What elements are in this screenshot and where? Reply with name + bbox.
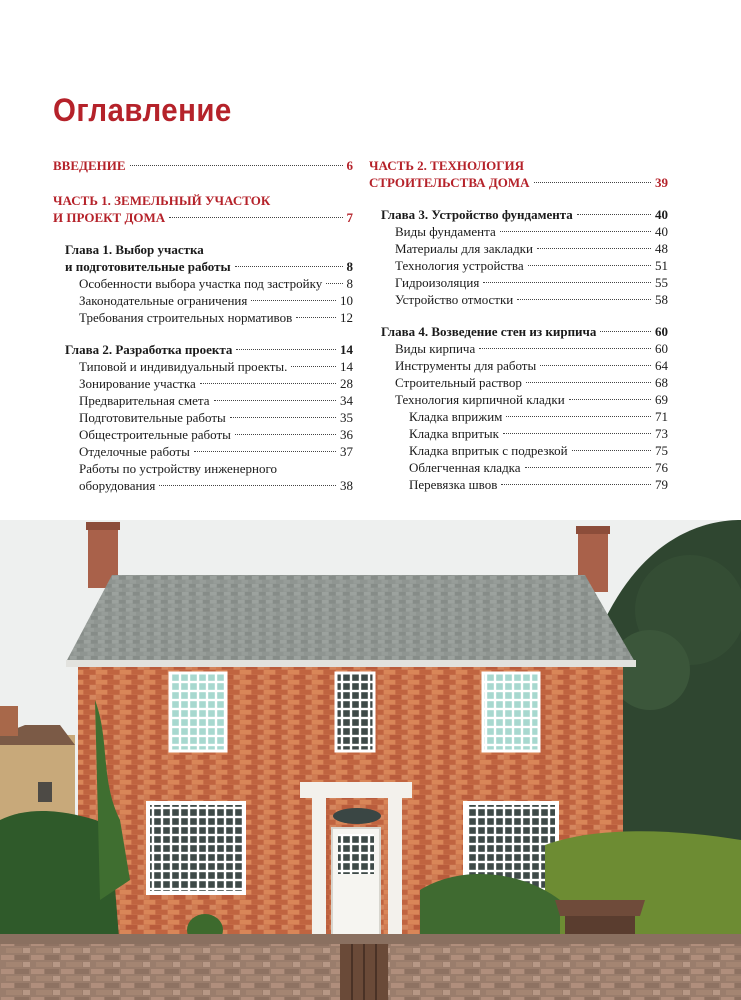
toc-page-number: 14 bbox=[340, 342, 353, 357]
toc-page-number: 10 bbox=[340, 293, 353, 308]
toc-left-column bbox=[53, 157, 353, 494]
toc-subsection[interactable] bbox=[369, 459, 668, 476]
toc-subsection[interactable] bbox=[369, 476, 668, 493]
toc-section[interactable] bbox=[53, 309, 353, 326]
toc-page-number: 69 bbox=[655, 392, 668, 407]
dot-leader bbox=[235, 266, 343, 267]
toc-section[interactable] bbox=[369, 223, 668, 240]
toc-section[interactable] bbox=[53, 460, 353, 494]
toc-entry-title: Подготовительные работы bbox=[79, 410, 226, 425]
toc-page-number: 60 bbox=[655, 341, 668, 356]
toc-entry-title: И ПРОЕКТ ДОМА bbox=[53, 210, 166, 225]
toc-section[interactable] bbox=[369, 257, 668, 274]
toc-page-number: 60 bbox=[655, 324, 668, 339]
dot-leader bbox=[501, 484, 651, 485]
toc-entry-title: Гидроизоляция bbox=[395, 275, 480, 290]
toc-page-number: 39 bbox=[655, 175, 668, 190]
toc-page-number: 36 bbox=[340, 427, 353, 442]
toc-section[interactable] bbox=[53, 292, 353, 309]
toc-intro[interactable] bbox=[53, 157, 353, 174]
dot-leader bbox=[296, 317, 336, 318]
toc-section[interactable] bbox=[369, 240, 668, 257]
toc-subsection[interactable] bbox=[369, 442, 668, 459]
toc-entry-title: Глава 2. Разработка проекта bbox=[65, 342, 233, 357]
toc-entry-title: Кладка вприжим bbox=[409, 409, 503, 424]
dot-leader bbox=[200, 383, 336, 384]
toc-page-number: 37 bbox=[340, 444, 353, 459]
toc-entry-title: ВВЕДЕНИЕ bbox=[53, 158, 126, 173]
toc-page-number: 51 bbox=[655, 258, 668, 273]
toc-entry-title: Устройство отмостки bbox=[395, 292, 514, 307]
dot-leader bbox=[483, 282, 651, 283]
dot-leader bbox=[600, 331, 651, 332]
toc-section[interactable] bbox=[53, 426, 353, 443]
dot-leader bbox=[534, 182, 651, 183]
toc-entry-title: Кладка впритык bbox=[409, 426, 499, 441]
dot-leader bbox=[214, 400, 337, 401]
toc-page-number: 75 bbox=[655, 443, 668, 458]
toc-page-number: 40 bbox=[655, 224, 668, 239]
toc-entry-title: Предварительная смета bbox=[79, 393, 210, 408]
toc-entry-title: Особенности выбора участка под застройку bbox=[79, 276, 323, 291]
toc-entry-title: Перевязка швов bbox=[409, 477, 498, 492]
toc-section[interactable] bbox=[369, 340, 668, 357]
toc-page-number: 73 bbox=[655, 426, 668, 441]
dot-leader bbox=[230, 417, 336, 418]
dot-leader bbox=[540, 365, 651, 366]
toc-entry-title: Облегченная кладка bbox=[409, 460, 521, 475]
toc-page-number: 71 bbox=[655, 409, 668, 424]
dot-leader bbox=[291, 366, 336, 367]
toc-entry-title-line1: ЧАСТЬ 2. ТЕХНОЛОГИЯ bbox=[369, 158, 525, 173]
toc-entry-title-line1: Глава 1. Выбор участка bbox=[65, 242, 204, 257]
dot-leader bbox=[577, 214, 651, 215]
toc-page-number: 40 bbox=[655, 207, 668, 222]
toc-entry-title: оборудования bbox=[79, 478, 156, 493]
dot-leader bbox=[525, 467, 651, 468]
toc-right-column bbox=[369, 157, 668, 493]
toc-page-number: 8 bbox=[346, 259, 353, 274]
toc-page-number: 34 bbox=[340, 393, 353, 408]
toc-part-2[interactable] bbox=[369, 157, 668, 191]
toc-section[interactable] bbox=[53, 409, 353, 426]
toc-page-number: 8 bbox=[346, 276, 353, 291]
dot-leader bbox=[500, 231, 651, 232]
dot-leader bbox=[528, 265, 651, 266]
toc-page-number: 48 bbox=[655, 241, 668, 256]
toc-chapter-1[interactable] bbox=[53, 241, 353, 275]
toc-entry-title: Глава 4. Возведение стен из кирпича bbox=[381, 324, 597, 339]
toc-page-number: 55 bbox=[655, 275, 668, 290]
toc-chapter-4[interactable] bbox=[369, 323, 668, 340]
toc-page-number: 28 bbox=[340, 376, 353, 391]
toc-page-number: 58 bbox=[655, 292, 668, 307]
dot-leader bbox=[235, 434, 336, 435]
dot-leader bbox=[506, 416, 651, 417]
toc-entry-title-line1: Работы по устройству инженерного bbox=[79, 461, 277, 476]
toc-page-number: 68 bbox=[655, 375, 668, 390]
dot-leader bbox=[572, 450, 651, 451]
toc-section[interactable] bbox=[369, 274, 668, 291]
toc-entry-title: Виды фундамента bbox=[395, 224, 496, 239]
toc-chapter-2[interactable] bbox=[53, 341, 353, 358]
toc-subsection[interactable] bbox=[369, 408, 668, 425]
toc-section[interactable] bbox=[53, 275, 353, 292]
dot-leader bbox=[537, 248, 651, 249]
dot-leader bbox=[517, 299, 651, 300]
toc-entry-title: Материалы для закладки bbox=[395, 241, 533, 256]
dot-leader bbox=[159, 485, 336, 486]
toc-section[interactable] bbox=[369, 357, 668, 374]
dot-leader bbox=[251, 300, 336, 301]
toc-section[interactable] bbox=[369, 374, 668, 391]
toc-entry-title: Общестроительные работы bbox=[79, 427, 231, 442]
toc-page-number: 79 bbox=[655, 477, 668, 492]
toc-entry-title: Инструменты для работы bbox=[395, 358, 537, 373]
toc-section[interactable] bbox=[53, 358, 353, 375]
dot-leader bbox=[326, 283, 342, 284]
toc-entry-title: Зонирование участка bbox=[79, 376, 196, 391]
dot-leader bbox=[569, 399, 651, 400]
toc-entry-title: Глава 3. Устройство фундамента bbox=[381, 207, 573, 222]
toc-entry-title: Технология устройства bbox=[395, 258, 524, 273]
toc-section[interactable] bbox=[53, 443, 353, 460]
toc-entry-title-line1: ЧАСТЬ 1. ЗЕМЕЛЬНЫЙ УЧАСТОК bbox=[53, 193, 271, 208]
toc-section[interactable] bbox=[369, 291, 668, 308]
toc-entry-title: и подготовительные работы bbox=[65, 259, 231, 274]
toc-entry-title: СТРОИТЕЛЬСТВА ДОМА bbox=[369, 175, 530, 190]
toc-entry-title: Технология кирпичной кладки bbox=[395, 392, 565, 407]
toc-page-number: 38 bbox=[340, 478, 353, 493]
toc-entry-title: Строительный раствор bbox=[395, 375, 522, 390]
dot-leader bbox=[503, 433, 651, 434]
toc-page-number: 35 bbox=[340, 410, 353, 425]
toc-entry-title: Требования строительных нормативов bbox=[79, 310, 293, 325]
toc-part-1[interactable] bbox=[53, 192, 353, 226]
toc-page-number: 64 bbox=[655, 358, 668, 373]
dot-leader bbox=[194, 451, 336, 452]
dot-leader bbox=[169, 217, 342, 218]
dot-leader bbox=[479, 348, 651, 349]
toc-page-number: 7 bbox=[346, 210, 353, 225]
toc-page-number: 6 bbox=[346, 158, 353, 173]
toc-subsection[interactable] bbox=[369, 425, 668, 442]
toc-page-number: 76 bbox=[655, 460, 668, 475]
toc-entry-title: Отделочные работы bbox=[79, 444, 190, 459]
dot-leader bbox=[526, 382, 651, 383]
toc-page-number: 14 bbox=[340, 359, 353, 374]
house-photo bbox=[0, 520, 741, 1000]
page-title: Оглавление bbox=[53, 92, 232, 128]
toc-chapter-3[interactable] bbox=[369, 206, 668, 223]
toc-section[interactable] bbox=[369, 391, 668, 408]
toc-page-number: 12 bbox=[340, 310, 353, 325]
toc-section[interactable] bbox=[53, 375, 353, 392]
toc-entry-title: Кладка впритык с подрезкой bbox=[409, 443, 568, 458]
toc-entry-title: Виды кирпича bbox=[395, 341, 476, 356]
toc-entry-title: Типовой и индивидуальный проекты. bbox=[79, 359, 288, 374]
toc-section[interactable] bbox=[53, 392, 353, 409]
dot-leader bbox=[130, 165, 343, 166]
toc-entry-title: Законодательные ограничения bbox=[79, 293, 248, 308]
dot-leader bbox=[236, 349, 336, 350]
